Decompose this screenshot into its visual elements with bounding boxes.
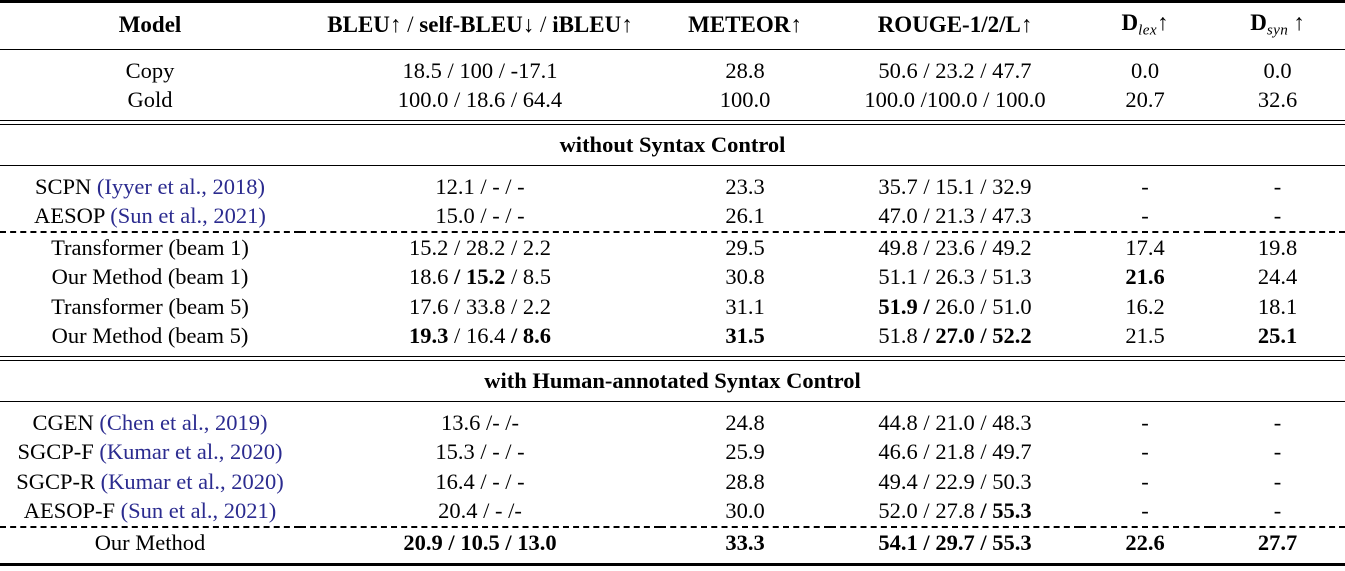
hdr-meteor: METEOR — [688, 12, 791, 37]
value: 51.3 — [992, 264, 1032, 290]
citation-link[interactable]: (Sun et al., 2021) — [110, 203, 266, 229]
value: 33.8 — [465, 293, 506, 319]
cell-dlex: 0.0 — [1130, 57, 1160, 83]
cell-model — [0, 402, 300, 438]
cell-rouge — [830, 292, 1080, 322]
cell-dsyn — [1210, 292, 1345, 322]
citation-link[interactable]: (Chen et al., 2019) — [99, 409, 268, 435]
value: 51.0 — [992, 293, 1032, 319]
cell-dlex — [1080, 528, 1210, 564]
cell-bleu — [300, 322, 660, 357]
cell-meteor: 28.8 — [725, 57, 765, 83]
cell-rouge: 100.0 /100.0 / 100.0 — [864, 87, 1046, 113]
value: 48.3 — [992, 409, 1032, 435]
value: / — [917, 409, 936, 435]
cell-dlex: - — [1141, 498, 1149, 524]
cell-meteor — [660, 292, 830, 322]
value: / — [505, 293, 523, 319]
cell-meteor: 25.9 — [725, 439, 765, 465]
value-bold: 55.3 — [992, 498, 1032, 524]
value: / — [917, 468, 936, 494]
cell-dlex — [1080, 263, 1210, 293]
value: 2.2 — [522, 234, 551, 260]
value-bold: / — [974, 498, 993, 524]
citation-link[interactable]: (Kumar et al., 2020) — [100, 468, 284, 494]
cell-bleu: 18.5 / 100 / -17.1 — [402, 57, 558, 83]
value: 44.8 — [878, 409, 918, 435]
value: 16.2 — [1125, 293, 1165, 319]
table-row — [0, 467, 1345, 497]
hdr-d-symbol: D — [1121, 10, 1139, 36]
value: 26.0 — [935, 293, 975, 319]
cell-dsyn — [1210, 263, 1345, 293]
cell-rouge — [830, 263, 1080, 293]
hdr-d-symbol: D — [1250, 10, 1267, 36]
value: / — [974, 468, 993, 494]
value-bold: / — [917, 323, 936, 349]
hdr-arrow-up: ↑ — [1020, 12, 1033, 37]
column-header-bleu — [300, 3, 660, 50]
cell-bleu: 15.3 / - / - — [435, 439, 525, 465]
cell-meteor — [660, 528, 830, 564]
hdr-ibleu: iBLEU — [552, 12, 622, 37]
value-bold: 13.0 — [517, 529, 557, 555]
value: 8.5 — [522, 264, 551, 290]
cell-dlex: - — [1141, 468, 1149, 494]
value: / — [974, 234, 993, 260]
model-name: SGCP-F — [17, 439, 100, 465]
model-name: SCPN — [35, 173, 97, 199]
cell-meteor: 24.8 — [725, 409, 765, 435]
cell-dlex — [1080, 292, 1210, 322]
value-bold: 19.3 — [409, 323, 449, 349]
column-header-dsyn — [1210, 3, 1345, 50]
cell-dsyn: - — [1273, 173, 1282, 199]
value: 21.0 — [935, 409, 975, 435]
cell-rouge — [830, 322, 1080, 357]
cell-model: Our Method — [94, 529, 206, 555]
cell-bleu: 16.4 / - / - — [435, 468, 525, 494]
column-header-meteor — [660, 3, 830, 50]
value-bold: 10.5 — [460, 529, 500, 555]
table-row — [0, 497, 1345, 528]
cell-bleu: 12.1 / - / - — [435, 173, 525, 199]
cell-dsyn: 32.6 — [1257, 87, 1298, 113]
table-row — [0, 292, 1345, 322]
citation-link[interactable]: (Iyyer et al., 2018) — [96, 173, 265, 199]
value-bold: 21.6 — [1125, 264, 1165, 290]
cell-meteor: 100.0 — [719, 87, 771, 113]
cell-dsyn: - — [1273, 409, 1282, 435]
cell-rouge: 47.0 / 21.3 / 47.3 — [878, 203, 1032, 229]
cell-model: Our Method (beam 1) — [51, 264, 249, 290]
value: 15.2 — [409, 234, 449, 260]
table-row — [0, 528, 1345, 564]
cell-meteor: 28.8 — [725, 468, 765, 494]
model-name: AESOP — [34, 203, 111, 229]
cell-dlex — [1080, 322, 1210, 357]
value: 31.1 — [725, 293, 765, 319]
value: / — [974, 293, 993, 319]
table-row — [0, 322, 1345, 357]
value: 17.6 — [409, 293, 449, 319]
value-bold: 27.0 — [935, 323, 975, 349]
value: 52.0 — [878, 498, 918, 524]
cell-model: Copy — [125, 57, 175, 83]
cell-bleu — [300, 263, 660, 293]
value: / — [974, 264, 993, 290]
cell-bleu — [300, 233, 660, 263]
cell-rouge: 35.7 / 15.1 / 32.9 — [878, 173, 1032, 199]
cell-model: Our Method (beam 5) — [51, 323, 249, 349]
table-row — [0, 86, 1345, 121]
value: 49.7 — [992, 439, 1032, 465]
table-row — [0, 438, 1345, 468]
value-bold: / — [974, 529, 993, 555]
table-header-row — [0, 3, 1345, 50]
cell-model: Transformer (beam 1) — [51, 234, 249, 260]
value-bold: 52.2 — [992, 323, 1032, 349]
column-header-dlex — [1080, 3, 1210, 50]
cell-rouge — [830, 233, 1080, 263]
value: / — [505, 234, 523, 260]
cell-dsyn — [1210, 233, 1345, 263]
cell-dsyn — [1210, 528, 1345, 564]
value-bold: / — [442, 529, 461, 555]
value-bold: 25.1 — [1257, 323, 1298, 349]
value-bold: 29.7 — [935, 529, 975, 555]
cell-dlex: - — [1141, 409, 1149, 435]
table-bottom-rule — [0, 564, 1345, 566]
hdr-arrow-up: ↑ — [790, 12, 802, 37]
hdr-d-subscript: lex — [1138, 21, 1157, 39]
cell-rouge — [830, 497, 1080, 528]
cell-bleu: 20.4 / - /- — [438, 498, 522, 524]
cell-meteor: 30.0 — [725, 498, 765, 524]
value: / — [505, 264, 523, 290]
value-bold: 54.1 — [878, 529, 918, 555]
cell-rouge — [830, 528, 1080, 564]
cell-dlex: - — [1141, 439, 1149, 465]
value-bold: 22.6 — [1125, 529, 1165, 555]
cell-bleu: 15.0 / - / - — [435, 203, 525, 229]
value: 49.4 — [878, 468, 918, 494]
cell-meteor — [660, 233, 830, 263]
cell-bleu: 13.6 /- /- — [440, 409, 520, 435]
cell-dsyn: 0.0 — [1263, 57, 1292, 83]
value: / — [448, 234, 466, 260]
column-header-rouge — [830, 3, 1080, 50]
cell-model — [0, 467, 300, 497]
hdr-arrow-down: ↓ — [522, 12, 535, 37]
cell-model — [0, 202, 300, 233]
table-row — [0, 402, 1345, 438]
cell-meteor: 26.1 — [725, 203, 765, 229]
cell-dsyn: - — [1273, 468, 1282, 494]
value-bold: / — [917, 529, 936, 555]
cell-bleu — [300, 528, 660, 564]
value-bold: 31.5 — [725, 323, 765, 349]
value: / — [974, 439, 993, 465]
value: 21.5 — [1125, 323, 1165, 349]
table-row — [0, 263, 1345, 293]
citation-link[interactable]: (Sun et al., 2021) — [120, 498, 277, 524]
section-header-row — [0, 361, 1345, 402]
cell-dsyn: - — [1273, 439, 1282, 465]
value: 24.4 — [1257, 264, 1298, 290]
value-bold: / — [505, 323, 523, 349]
value: 50.3 — [992, 468, 1032, 494]
cell-dsyn: - — [1273, 203, 1282, 229]
hdr-arrow-up: ↑ — [621, 12, 633, 37]
value: 51.1 — [878, 264, 918, 290]
cell-model — [0, 166, 300, 202]
value: 23.6 — [935, 234, 975, 260]
cell-bleu — [300, 292, 660, 322]
model-name: SGCP-R — [16, 468, 101, 494]
value-bold: 51.9 — [878, 293, 918, 319]
value: / — [917, 439, 936, 465]
hdr-sep: / — [534, 12, 553, 37]
value-bold: / — [448, 264, 466, 290]
cell-meteor — [660, 322, 830, 357]
value: 21.8 — [935, 439, 975, 465]
cell-rouge — [830, 438, 1080, 468]
cell-dlex: - — [1141, 173, 1149, 199]
value-bold: 55.3 — [992, 529, 1032, 555]
value-bold: 8.6 — [522, 323, 551, 349]
value: 28.2 — [465, 234, 506, 260]
rule-line — [0, 564, 1345, 566]
value: 18.6 — [409, 264, 449, 290]
cell-dlex: 20.7 — [1125, 87, 1165, 113]
value: 2.2 — [522, 293, 551, 319]
hdr-d-subscript: syn — [1266, 21, 1289, 39]
hdr-arrow-up: ↑ — [1157, 10, 1169, 36]
value: / — [448, 293, 466, 319]
value: 29.5 — [725, 234, 765, 260]
value: 51.8 — [878, 323, 918, 349]
value-bold: / — [974, 323, 993, 349]
value-bold: 15.2 — [465, 264, 506, 290]
model-name: AESOP-F — [23, 498, 121, 524]
cell-model: Gold — [127, 87, 173, 113]
value: / — [448, 323, 466, 349]
cell-model — [0, 438, 300, 468]
table-row — [0, 166, 1345, 202]
value: / — [974, 409, 993, 435]
column-header-model: Model — [118, 12, 182, 37]
table-row — [0, 50, 1345, 86]
section-title-without-syntax-control: without Syntax Control — [559, 132, 786, 157]
value: 27.8 — [935, 498, 975, 524]
cell-meteor — [660, 263, 830, 293]
cell-rouge — [830, 402, 1080, 438]
model-name: CGEN — [32, 409, 100, 435]
cell-meteor: 23.3 — [725, 173, 765, 199]
value: 26.3 — [935, 264, 975, 290]
value: 17.4 — [1125, 234, 1165, 260]
value: 49.8 — [878, 234, 918, 260]
cell-rouge — [830, 467, 1080, 497]
value: 16.4 — [465, 323, 506, 349]
section-header-row — [0, 125, 1345, 166]
hdr-arrow-up: ↑ — [389, 12, 402, 37]
value: 30.8 — [725, 264, 765, 290]
value-bold: 20.9 — [403, 529, 443, 555]
hdr-bleu: BLEU — [327, 12, 390, 37]
value: / — [917, 234, 936, 260]
cell-dsyn — [1210, 322, 1345, 357]
hdr-self-bleu: self-BLEU — [419, 12, 523, 37]
value-bold: 27.7 — [1257, 529, 1298, 555]
citation-link[interactable]: (Kumar et al., 2020) — [99, 439, 283, 465]
section-title-with-human-annotated-syntax-control: with Human-annotated Syntax Control — [484, 368, 861, 393]
value: 19.8 — [1257, 234, 1298, 260]
value: 46.6 — [878, 439, 918, 465]
value: 22.9 — [935, 468, 975, 494]
value: / — [917, 264, 936, 290]
cell-rouge: 50.6 / 23.2 / 47.7 — [878, 57, 1032, 83]
cell-dlex — [1080, 233, 1210, 263]
table-row — [0, 202, 1345, 233]
cell-dsyn: - — [1273, 498, 1282, 524]
hdr-arrow-up: ↑ — [1293, 10, 1305, 36]
table-row — [0, 233, 1345, 263]
value: 18.1 — [1257, 293, 1298, 319]
cell-model — [0, 497, 300, 528]
value-bold: / — [499, 529, 518, 555]
cell-bleu: 100.0 / 18.6 / 64.4 — [397, 87, 563, 113]
hdr-sep: / — [401, 12, 420, 37]
value-bold: / — [917, 293, 936, 319]
hdr-rouge: ROUGE-1/2/L — [877, 12, 1021, 37]
table-body — [0, 2, 1345, 566]
value: 49.2 — [992, 234, 1032, 260]
cell-model: Transformer (beam 5) — [51, 293, 249, 319]
value-bold: 33.3 — [725, 529, 765, 555]
value: / — [917, 498, 936, 524]
cell-dlex: - — [1141, 203, 1149, 229]
